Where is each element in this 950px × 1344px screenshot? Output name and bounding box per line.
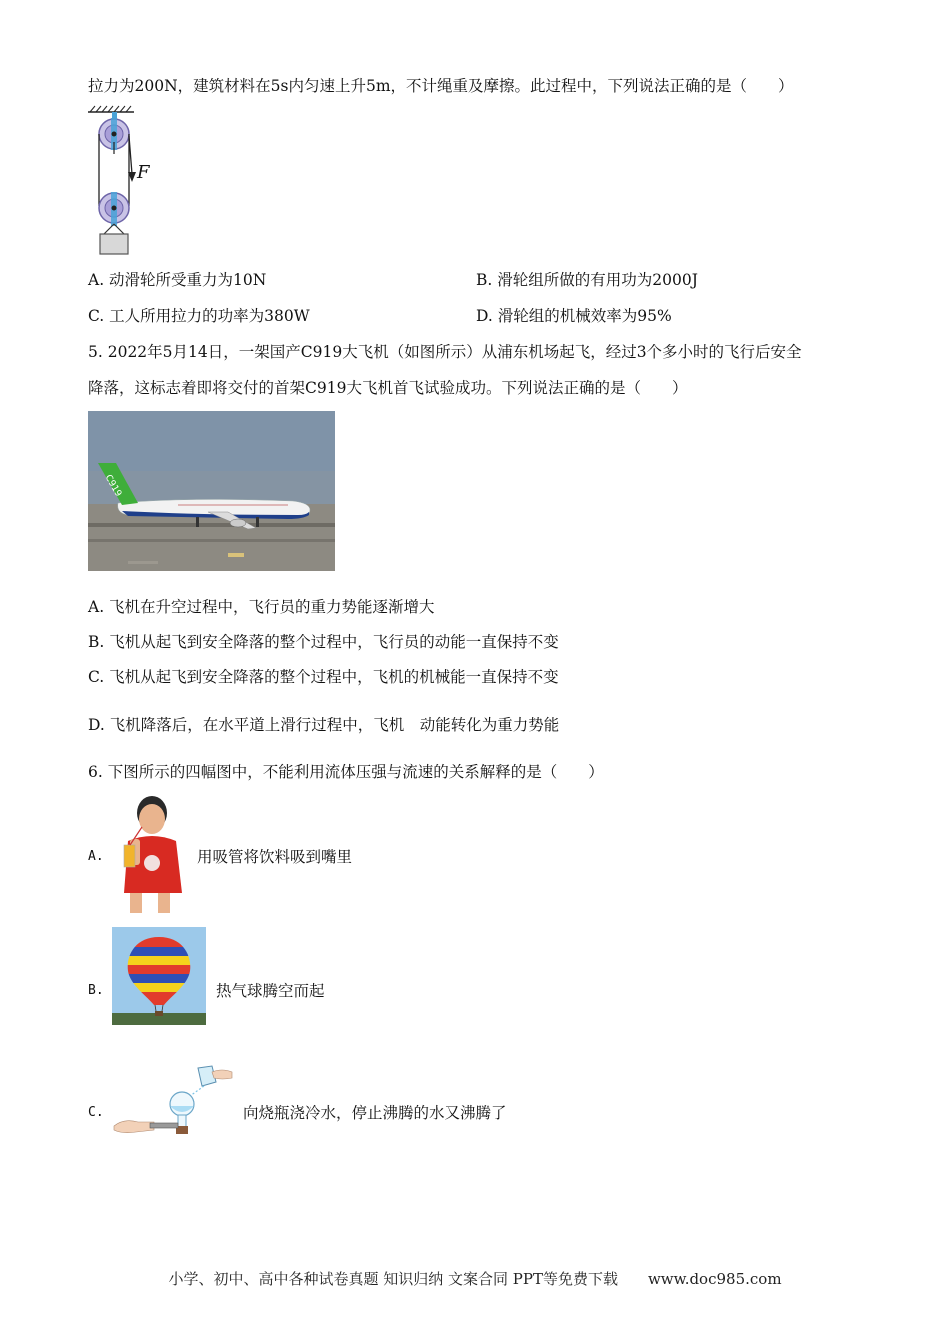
q6-option-b-letter: B.	[88, 983, 104, 998]
clamp	[150, 1123, 178, 1128]
page-footer: 小学、初中、高中各种试卷真题 知识归纳 文案合同 PPT等免费下载 www.doc985.com	[168, 1270, 782, 1288]
load-block	[100, 234, 128, 254]
pouring-hand	[212, 1070, 232, 1079]
juice-glass	[124, 845, 135, 867]
q4-option-d: D. 滑轮组的机械效率为95%	[476, 307, 672, 325]
q4-option-c: C. 工人所用拉力的功率为380W	[88, 307, 310, 325]
force-label: F	[137, 162, 150, 183]
q6-option-c-text: 向烧瓶浇冷水，停止沸腾的水又沸腾了	[243, 1104, 507, 1122]
q6-stem: 6. 下图所示的四幅图中，不能利用流体压强与流速的关系解释的是（ ）	[88, 763, 604, 781]
q5-option-c: C. 飞机从起飞到安全降落的整个过程中，飞机的机械能一直保持不变	[88, 668, 559, 686]
q5-stem-line1: 5. 2022年5月14日，一架国产C919大飞机（如图所示）从浦东机场起飞，经过3个多小时的飞行后安全	[88, 343, 802, 361]
hot-air-balloon-image	[112, 927, 206, 1025]
holding-hand	[114, 1121, 154, 1133]
basket	[155, 1011, 163, 1016]
q5-stem-line2: 降落，这标志着即将交付的首架C919大飞机首飞试验成功。下列说法正确的是（ ）	[88, 379, 688, 397]
q5-option-b: B. 飞机从起飞到安全降落的整个过程中，飞行员的动能一直保持不变	[88, 633, 559, 651]
boy-drinking-image	[110, 793, 185, 915]
tail-text: C919	[102, 473, 124, 499]
q6-option-a-text: 用吸管将饮料吸到嘴里	[197, 848, 353, 866]
q6-option-c-letter: C.	[88, 1105, 104, 1120]
q5-option-a: A. 飞机在升空过程中，飞行员的重力势能逐渐增大	[88, 598, 435, 616]
q4-option-a: A. 动滑轮所受重力为10N	[88, 271, 267, 289]
flask-experiment-image	[110, 1060, 234, 1140]
q4-stem-tail: 拉力为200N，建筑材料在5s内匀速上升5m，不计绳重及摩擦。此过程中，下列说法正确的是（ ）	[88, 77, 794, 95]
ceiling-hatch	[90, 106, 131, 112]
q4-option-b: B. 滑轮组所做的有用功为2000J	[476, 271, 698, 289]
pulley-diagram	[86, 104, 166, 258]
face	[139, 804, 165, 834]
flask	[170, 1092, 194, 1116]
c919-photo	[88, 411, 335, 571]
q5-option-d: D. 飞机降落后，在水平道上滑行过程中，飞机 动能转化为重力势能	[88, 716, 560, 734]
q6-option-a-letter: A.	[88, 849, 104, 864]
q6-option-b-text: 热气球腾空而起	[216, 982, 325, 1000]
